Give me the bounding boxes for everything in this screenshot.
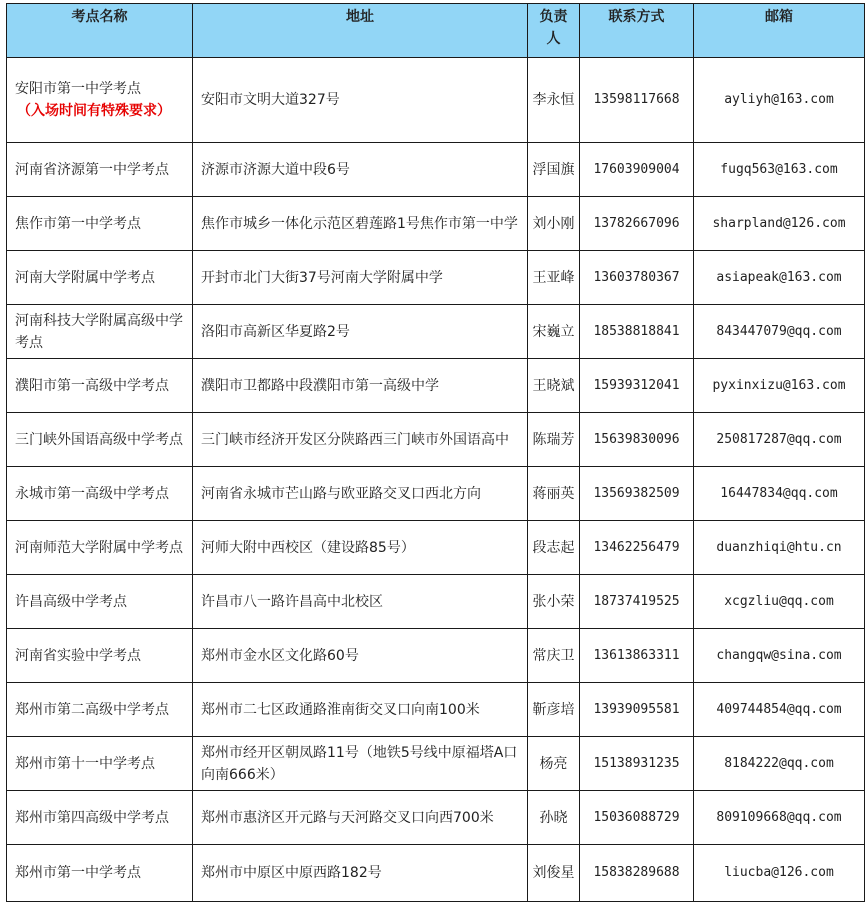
address-cell: 濮阳市卫都路中段濮阳市第一高级中学 [193, 359, 528, 413]
email-cell: duanzhiqi@htu.cn [694, 521, 865, 575]
person-cell: 张小荣 [528, 575, 580, 629]
email-cell: 843447079@qq.com [694, 305, 865, 359]
table-row [7, 143, 865, 197]
address-cell: 济源市济源大道中段6号 [193, 143, 528, 197]
site-name-cell [7, 791, 193, 845]
phone-cell: 13782667096 [580, 197, 694, 251]
phone-cell: 18737419525 [580, 575, 694, 629]
phone-cell: 13569382509 [580, 467, 694, 521]
table-row [7, 575, 865, 629]
person-cell: 李永恒 [528, 58, 580, 143]
table-row [7, 58, 865, 143]
header-email: 邮箱 [694, 4, 865, 58]
table-row [7, 413, 865, 467]
site-name: 郑州市第十一中学考点 [15, 755, 155, 772]
header-address: 地址 [193, 4, 528, 58]
site-name-cell [7, 683, 193, 737]
table-row [7, 737, 865, 791]
site-name-cell [7, 413, 193, 467]
site-name: 郑州市第二高级中学考点 [15, 701, 169, 718]
table-row [7, 845, 865, 902]
site-name: 许昌高级中学考点 [15, 593, 127, 610]
person-cell: 陈瑞芳 [528, 413, 580, 467]
person-cell: 刘小刚 [528, 197, 580, 251]
address-cell: 安阳市文明大道327号 [193, 58, 528, 143]
table-row [7, 629, 865, 683]
table-row [7, 251, 865, 305]
email-cell: pyxinxizu@163.com [694, 359, 865, 413]
address-cell: 河南省永城市芒山路与欧亚路交叉口西北方向 [193, 467, 528, 521]
site-name: 永城市第一高级中学考点 [15, 485, 169, 502]
email-cell: fugq563@163.com [694, 143, 865, 197]
site-name: 河南大学附属中学考点 [15, 269, 155, 286]
email-cell: liucba@126.com [694, 845, 865, 902]
person-cell: 杨亮 [528, 737, 580, 791]
person-cell: 宋巍立 [528, 305, 580, 359]
address-cell: 郑州市惠济区开元路与天河路交叉口向西700米 [193, 791, 528, 845]
email-cell: xcgzliu@qq.com [694, 575, 865, 629]
phone-cell: 18538818841 [580, 305, 694, 359]
email-cell: 250817287@qq.com [694, 413, 865, 467]
person-cell: 蒋丽英 [528, 467, 580, 521]
site-name: 河南省济源第一中学考点 [15, 161, 169, 178]
address-cell: 郑州市中原区中原西路182号 [193, 845, 528, 902]
person-cell: 靳彦培 [528, 683, 580, 737]
email-cell: changqw@sina.com [694, 629, 865, 683]
phone-cell: 17603909004 [580, 143, 694, 197]
site-name-cell [7, 737, 193, 791]
phone-cell: 15639830096 [580, 413, 694, 467]
person-cell: 常庆卫 [528, 629, 580, 683]
phone-cell: 13613863311 [580, 629, 694, 683]
table-row [7, 683, 865, 737]
site-name-cell [7, 251, 193, 305]
table-body [7, 58, 865, 902]
person-cell: 孙晓 [528, 791, 580, 845]
phone-cell: 15939312041 [580, 359, 694, 413]
address-cell: 三门峡市经济开发区分陕路西三门峡市外国语高中 [193, 413, 528, 467]
address-cell: 郑州市金水区文化路60号 [193, 629, 528, 683]
site-name-cell [7, 197, 193, 251]
table-row [7, 197, 865, 251]
email-cell: 409744854@qq.com [694, 683, 865, 737]
email-cell: asiapeak@163.com [694, 251, 865, 305]
header-phone: 联系方式 [580, 4, 694, 58]
site-name-cell [7, 575, 193, 629]
special-note: （入场时间有特殊要求） [17, 103, 171, 119]
table-row [7, 521, 865, 575]
email-cell: 16447834@qq.com [694, 467, 865, 521]
address-cell: 许昌市八一路许昌高中北校区 [193, 575, 528, 629]
table-header-row [7, 4, 865, 58]
site-name: 焦作市第一中学考点 [15, 215, 141, 232]
phone-cell: 13603780367 [580, 251, 694, 305]
site-name: 濮阳市第一高级中学考点 [15, 377, 169, 394]
address-cell: 郑州市二七区政通路淮南街交叉口向南100米 [193, 683, 528, 737]
table-row [7, 467, 865, 521]
address-cell: 河师大附中西校区（建设路85号） [193, 521, 528, 575]
header-person: 负责人 [528, 4, 580, 58]
table-row [7, 791, 865, 845]
table-row [7, 359, 865, 413]
site-name-cell [7, 467, 193, 521]
address-cell: 洛阳市高新区华夏路2号 [193, 305, 528, 359]
person-cell: 王晓斌 [528, 359, 580, 413]
site-name-cell [7, 305, 193, 359]
email-cell: 8184222@qq.com [694, 737, 865, 791]
person-cell: 王亚峰 [528, 251, 580, 305]
address-cell: 焦作市城乡一体化示范区碧莲路1号焦作市第一中学 [193, 197, 528, 251]
email-cell: ayliyh@163.com [694, 58, 865, 143]
site-name-cell [7, 629, 193, 683]
site-name-cell [7, 143, 193, 197]
site-name-cell [7, 845, 193, 902]
phone-cell: 15036088729 [580, 791, 694, 845]
site-name: 河南师范大学附属中学考点 [15, 539, 183, 556]
site-name: 河南科技大学附属高级中学考点 [15, 312, 183, 351]
site-name: 安阳市第一中学考点 [15, 81, 141, 97]
phone-cell: 15838289688 [580, 845, 694, 902]
site-name-cell [7, 58, 193, 143]
person-cell: 刘俊星 [528, 845, 580, 902]
site-name: 郑州市第四高级中学考点 [15, 809, 169, 826]
site-name: 郑州市第一中学考点 [15, 865, 141, 881]
person-cell: 浮国旗 [528, 143, 580, 197]
phone-cell: 13598117668 [580, 58, 694, 143]
phone-cell: 15138931235 [580, 737, 694, 791]
header-site-name: 考点名称 [7, 4, 193, 58]
site-name: 河南省实验中学考点 [15, 647, 141, 664]
site-name-cell [7, 359, 193, 413]
person-cell: 段志起 [528, 521, 580, 575]
site-name: 三门峡外国语高级中学考点 [15, 431, 183, 448]
address-cell: 郑州市经开区朝凤路11号（地铁5号线中原福塔A口向南666米） [193, 737, 528, 791]
phone-cell: 13462256479 [580, 521, 694, 575]
table-row [7, 305, 865, 359]
email-cell: sharpland@126.com [694, 197, 865, 251]
email-cell: 809109668@qq.com [694, 791, 865, 845]
site-name-cell [7, 521, 193, 575]
exam-sites-table [6, 3, 865, 902]
address-cell: 开封市北门大街37号河南大学附属中学 [193, 251, 528, 305]
phone-cell: 13939095581 [580, 683, 694, 737]
